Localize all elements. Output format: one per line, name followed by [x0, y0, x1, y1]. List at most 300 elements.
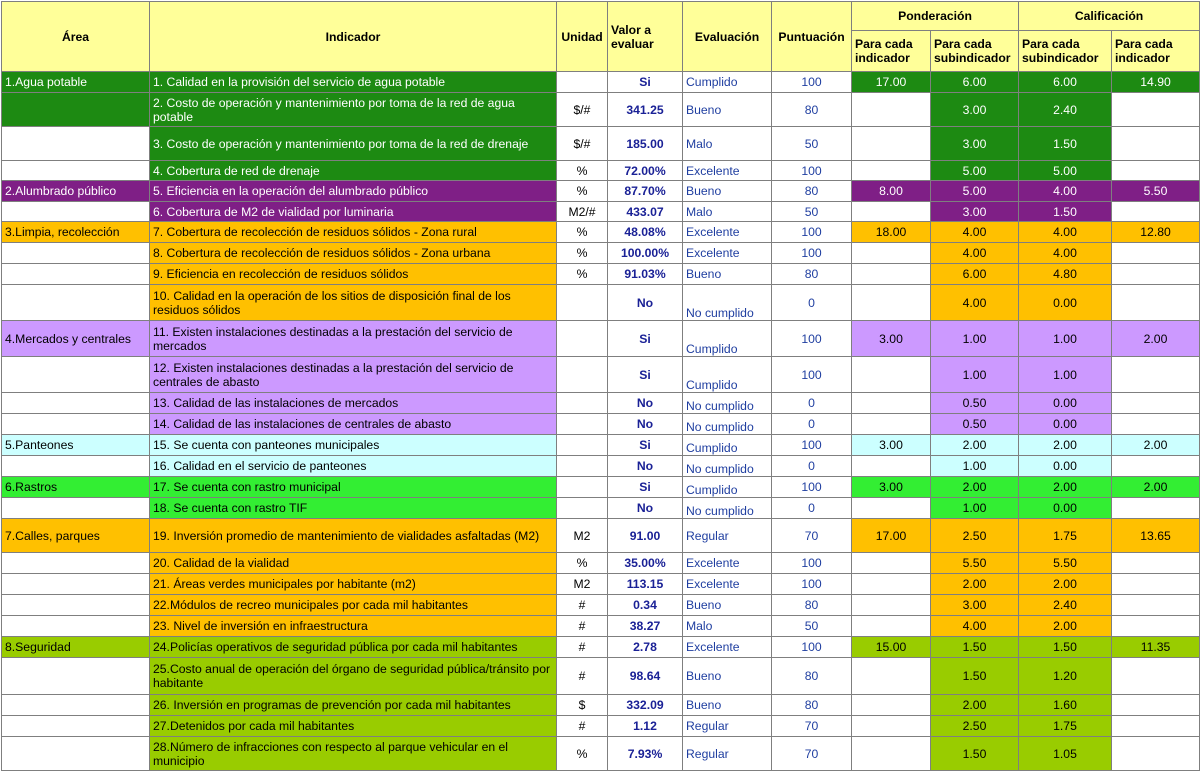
- score-cell: 80: [772, 595, 852, 616]
- unit-cell: [557, 456, 608, 477]
- area-cell: [2, 658, 150, 695]
- evaluation-cell: Bueno: [683, 264, 772, 285]
- grade-subindicator-cell: 1.00: [1019, 357, 1112, 393]
- weight-subindicator-cell: 6.00: [931, 72, 1019, 93]
- area-cell: 7.Calles, parques: [2, 519, 150, 553]
- table-row: [2, 716, 1200, 737]
- grade-subindicator-cell: 0.00: [1019, 414, 1112, 435]
- area-cell: 2.Alumbrado público: [2, 181, 150, 202]
- weight-subindicator-cell: 4.00: [931, 616, 1019, 637]
- grade-subindicator-cell: 4.00: [1019, 243, 1112, 264]
- header-area: Área: [2, 2, 150, 72]
- unit-cell: #: [557, 716, 608, 737]
- grade-subindicator-cell: 1.00: [1019, 321, 1112, 357]
- grade-subindicator-cell: 5.50: [1019, 553, 1112, 574]
- grade-indicator-cell: [1112, 161, 1200, 181]
- value-cell: 332.09: [608, 695, 683, 716]
- grade-indicator-cell: [1112, 285, 1200, 321]
- weight-subindicator-cell: 1.00: [931, 321, 1019, 357]
- value-cell: 48.08%: [608, 222, 683, 243]
- evaluation-cell: Malo: [683, 127, 772, 161]
- grade-indicator-cell: [1112, 595, 1200, 616]
- value-cell: 7.93%: [608, 737, 683, 771]
- table-row: [2, 456, 1200, 477]
- unit-cell: [557, 321, 608, 357]
- weight-subindicator-cell: 2.00: [931, 435, 1019, 456]
- weight-indicator-cell: [852, 737, 931, 771]
- evaluation-cell: Malo: [683, 616, 772, 637]
- value-cell: 185.00: [608, 127, 683, 161]
- indicator-cell: 4. Cobertura de red de drenaje: [150, 161, 557, 181]
- table-row: [2, 127, 1200, 161]
- unit-cell: M2: [557, 519, 608, 553]
- unit-cell: %: [557, 737, 608, 771]
- area-cell: 1.Agua potable: [2, 72, 150, 93]
- unit-cell: %: [557, 181, 608, 202]
- evaluation-cell: Cumplido: [683, 435, 772, 456]
- area-cell: 8.Seguridad: [2, 637, 150, 658]
- grade-subindicator-cell: 5.00: [1019, 161, 1112, 181]
- grade-subindicator-cell: 2.00: [1019, 435, 1112, 456]
- score-cell: 0: [772, 498, 852, 519]
- grade-subindicator-cell: 1.50: [1019, 637, 1112, 658]
- score-cell: 100: [772, 435, 852, 456]
- weight-indicator-cell: [852, 595, 931, 616]
- grade-indicator-cell: [1112, 616, 1200, 637]
- evaluation-cell: Bueno: [683, 658, 772, 695]
- value-cell: 72.00%: [608, 161, 683, 181]
- area-cell: 4.Mercados y centrales: [2, 321, 150, 357]
- weight-subindicator-cell: 1.50: [931, 658, 1019, 695]
- unit-cell: %: [557, 553, 608, 574]
- header-evaluacion: Evaluación: [683, 2, 772, 72]
- score-cell: 0: [772, 456, 852, 477]
- indicator-cell: 19. Inversión promedio de mantenimiento de vialidades asfaltadas (M2): [150, 519, 557, 553]
- grade-subindicator-cell: 0.00: [1019, 393, 1112, 414]
- area-cell: [2, 553, 150, 574]
- weight-indicator-cell: [852, 695, 931, 716]
- weight-indicator-cell: [852, 393, 931, 414]
- area-cell: [2, 264, 150, 285]
- value-cell: No: [608, 285, 683, 321]
- table-row: [2, 637, 1200, 658]
- score-cell: 70: [772, 737, 852, 771]
- area-cell: [2, 202, 150, 222]
- unit-cell: %: [557, 222, 608, 243]
- indicator-cell: 20. Calidad de la vialidad: [150, 553, 557, 574]
- weight-indicator-cell: 17.00: [852, 519, 931, 553]
- weight-subindicator-cell: 5.50: [931, 553, 1019, 574]
- weight-subindicator-cell: 1.00: [931, 456, 1019, 477]
- weight-subindicator-cell: 0.50: [931, 393, 1019, 414]
- value-cell: 91.00: [608, 519, 683, 553]
- grade-indicator-cell: [1112, 695, 1200, 716]
- unit-cell: %: [557, 161, 608, 181]
- header-ponderacion: Ponderación: [852, 2, 1019, 31]
- header-indicador: Indicador: [150, 2, 557, 72]
- weight-subindicator-cell: 2.50: [931, 716, 1019, 737]
- area-cell: [2, 243, 150, 264]
- weight-indicator-cell: [852, 553, 931, 574]
- weight-subindicator-cell: 1.50: [931, 637, 1019, 658]
- weight-subindicator-cell: 4.00: [931, 243, 1019, 264]
- area-cell: [2, 574, 150, 595]
- grade-subindicator-cell: 4.00: [1019, 222, 1112, 243]
- table-row: [2, 264, 1200, 285]
- grade-subindicator-cell: 2.40: [1019, 93, 1112, 127]
- grade-subindicator-cell: 4.80: [1019, 264, 1112, 285]
- grade-subindicator-cell: 1.20: [1019, 658, 1112, 695]
- unit-cell: [557, 435, 608, 456]
- indicator-cell: 3. Costo de operación y mantenimiento por toma de la red de drenaje: [150, 127, 557, 161]
- indicator-cell: 11. Existen instalaciones destinadas a la prestación del servicio de mercados: [150, 321, 557, 357]
- grade-subindicator-cell: 1.05: [1019, 737, 1112, 771]
- value-cell: 0.34: [608, 595, 683, 616]
- score-cell: 100: [772, 553, 852, 574]
- value-cell: 433.07: [608, 202, 683, 222]
- table-row: [2, 285, 1200, 321]
- unit-cell: #: [557, 595, 608, 616]
- evaluation-cell: Excelente: [683, 553, 772, 574]
- area-cell: [2, 285, 150, 321]
- area-cell: 3.Limpia, recolección: [2, 222, 150, 243]
- grade-subindicator-cell: 0.00: [1019, 456, 1112, 477]
- grade-subindicator-cell: 1.50: [1019, 127, 1112, 161]
- grade-indicator-cell: 11.35: [1112, 637, 1200, 658]
- weight-indicator-cell: [852, 243, 931, 264]
- indicator-cell: 24.Policías operativos de seguridad pública por cada mil habitantes: [150, 637, 557, 658]
- value-cell: Si: [608, 477, 683, 498]
- table-row: [2, 553, 1200, 574]
- indicator-cell: 21. Áreas verdes municipales por habitante (m2): [150, 574, 557, 595]
- indicator-cell: 8. Cobertura de recolección de residuos sólidos - Zona urbana: [150, 243, 557, 264]
- area-cell: [2, 93, 150, 127]
- score-cell: 100: [772, 357, 852, 393]
- weight-indicator-cell: [852, 574, 931, 595]
- unit-cell: M2: [557, 574, 608, 595]
- value-cell: 100.00%: [608, 243, 683, 264]
- grade-indicator-cell: 2.00: [1112, 477, 1200, 498]
- score-cell: 50: [772, 127, 852, 161]
- header-calificacion: Calificación: [1019, 2, 1200, 31]
- unit-cell: $: [557, 695, 608, 716]
- table-row: [2, 93, 1200, 127]
- weight-subindicator-cell: 1.50: [931, 737, 1019, 771]
- indicator-cell: 1. Calidad en la provisión del servicio de agua potable: [150, 72, 557, 93]
- grade-indicator-cell: [1112, 553, 1200, 574]
- evaluation-cell: Excelente: [683, 161, 772, 181]
- grade-indicator-cell: 14.90: [1112, 72, 1200, 93]
- area-cell: [2, 616, 150, 637]
- indicator-cell: 26. Inversión en programas de prevención por cada mil habitantes: [150, 695, 557, 716]
- unit-cell: [557, 498, 608, 519]
- grade-subindicator-cell: 2.00: [1019, 616, 1112, 637]
- value-cell: 91.03%: [608, 264, 683, 285]
- value-cell: Si: [608, 357, 683, 393]
- table-row: [2, 695, 1200, 716]
- grade-indicator-cell: [1112, 127, 1200, 161]
- weight-indicator-cell: 17.00: [852, 72, 931, 93]
- indicator-cell: 6. Cobertura de M2 de vialidad por luminaria: [150, 202, 557, 222]
- grade-indicator-cell: [1112, 243, 1200, 264]
- weight-subindicator-cell: 4.00: [931, 285, 1019, 321]
- table-row: [2, 202, 1200, 222]
- score-cell: 80: [772, 93, 852, 127]
- indicator-cell: 23. Nivel de inversión en infraestructura: [150, 616, 557, 637]
- weight-indicator-cell: 3.00: [852, 477, 931, 498]
- unit-cell: $/#: [557, 93, 608, 127]
- grade-indicator-cell: [1112, 393, 1200, 414]
- weight-indicator-cell: [852, 414, 931, 435]
- unit-cell: [557, 414, 608, 435]
- value-cell: Si: [608, 435, 683, 456]
- area-cell: [2, 595, 150, 616]
- score-cell: 100: [772, 574, 852, 595]
- indicator-cell: 5. Eficiencia en la operación del alumbrado público: [150, 181, 557, 202]
- indicator-cell: 14. Calidad de las instalaciones de centrales de abasto: [150, 414, 557, 435]
- table-row: [2, 737, 1200, 771]
- weight-indicator-cell: 3.00: [852, 435, 931, 456]
- weight-subindicator-cell: 6.00: [931, 264, 1019, 285]
- value-cell: No: [608, 498, 683, 519]
- indicator-cell: 18. Se cuenta con rastro TIF: [150, 498, 557, 519]
- unit-cell: $/#: [557, 127, 608, 161]
- value-cell: 113.15: [608, 574, 683, 595]
- area-cell: [2, 716, 150, 737]
- score-cell: 100: [772, 477, 852, 498]
- grade-subindicator-cell: 2.40: [1019, 595, 1112, 616]
- evaluation-cell: Regular: [683, 716, 772, 737]
- score-cell: 100: [772, 321, 852, 357]
- indicator-cell: 22.Módulos de recreo municipales por cada mil habitantes: [150, 595, 557, 616]
- evaluation-cell: Bueno: [683, 595, 772, 616]
- evaluation-cell: Bueno: [683, 181, 772, 202]
- header-pond-indicador: Para cada indicador: [852, 31, 931, 72]
- evaluation-cell: Cumplido: [683, 357, 772, 393]
- value-cell: No: [608, 414, 683, 435]
- score-cell: 0: [772, 285, 852, 321]
- evaluation-cell: No cumplido: [683, 498, 772, 519]
- weight-indicator-cell: [852, 93, 931, 127]
- grade-indicator-cell: 5.50: [1112, 181, 1200, 202]
- area-cell: [2, 393, 150, 414]
- evaluation-cell: No cumplido: [683, 456, 772, 477]
- grade-indicator-cell: [1112, 414, 1200, 435]
- area-cell: [2, 498, 150, 519]
- weight-subindicator-cell: 2.00: [931, 695, 1019, 716]
- evaluation-cell: Regular: [683, 519, 772, 553]
- unit-cell: %: [557, 264, 608, 285]
- weight-subindicator-cell: 5.00: [931, 181, 1019, 202]
- indicator-cell: 12. Existen instalaciones destinadas a la prestación del servicio de centrales de abasto: [150, 357, 557, 393]
- weight-indicator-cell: [852, 616, 931, 637]
- evaluation-cell: No cumplido: [683, 393, 772, 414]
- grade-indicator-cell: 13.65: [1112, 519, 1200, 553]
- area-cell: [2, 695, 150, 716]
- unit-cell: [557, 285, 608, 321]
- score-cell: 100: [772, 222, 852, 243]
- evaluation-cell: Cumplido: [683, 477, 772, 498]
- indicator-cell: 10. Calidad en la operación de los sitios de disposición final de los residuos sólidos: [150, 285, 557, 321]
- table-row: [2, 243, 1200, 264]
- evaluation-cell: Bueno: [683, 93, 772, 127]
- table-row: [2, 72, 1200, 93]
- area-cell: 5.Panteones: [2, 435, 150, 456]
- table-row: [2, 477, 1200, 498]
- indicator-cell: 28.Número de infracciones con respecto al parque vehicular en el municipio: [150, 737, 557, 771]
- indicator-cell: 27.Detenidos por cada mil habitantes: [150, 716, 557, 737]
- score-cell: 80: [772, 695, 852, 716]
- weight-indicator-cell: [852, 285, 931, 321]
- evaluation-cell: Excelente: [683, 243, 772, 264]
- weight-indicator-cell: [852, 498, 931, 519]
- value-cell: 38.27: [608, 616, 683, 637]
- score-cell: 100: [772, 72, 852, 93]
- weight-indicator-cell: [852, 658, 931, 695]
- grade-subindicator-cell: 1.50: [1019, 202, 1112, 222]
- table-row: [2, 357, 1200, 393]
- value-cell: No: [608, 456, 683, 477]
- unit-cell: [557, 72, 608, 93]
- table-row: [2, 181, 1200, 202]
- area-cell: [2, 127, 150, 161]
- grade-indicator-cell: [1112, 737, 1200, 771]
- unit-cell: [557, 393, 608, 414]
- grade-subindicator-cell: 2.00: [1019, 574, 1112, 595]
- area-cell: [2, 414, 150, 435]
- table-row: [2, 321, 1200, 357]
- unit-cell: [557, 357, 608, 393]
- grade-indicator-cell: [1112, 658, 1200, 695]
- score-cell: 0: [772, 393, 852, 414]
- grade-indicator-cell: 2.00: [1112, 435, 1200, 456]
- grade-indicator-cell: [1112, 574, 1200, 595]
- indicator-cell: 16. Calidad en el servicio de panteones: [150, 456, 557, 477]
- grade-subindicator-cell: 0.00: [1019, 285, 1112, 321]
- indicator-cell: 2. Costo de operación y mantenimiento por toma de la red de agua potable: [150, 93, 557, 127]
- weight-indicator-cell: [852, 127, 931, 161]
- score-cell: 70: [772, 519, 852, 553]
- score-cell: 80: [772, 658, 852, 695]
- weight-subindicator-cell: 2.00: [931, 574, 1019, 595]
- unit-cell: %: [557, 243, 608, 264]
- table-row: [2, 658, 1200, 695]
- table-row: [2, 574, 1200, 595]
- value-cell: 87.70%: [608, 181, 683, 202]
- weight-subindicator-cell: 2.50: [931, 519, 1019, 553]
- indicator-cell: 7. Cobertura de recolección de residuos sólidos - Zona rural: [150, 222, 557, 243]
- weight-subindicator-cell: 3.00: [931, 93, 1019, 127]
- value-cell: 35.00%: [608, 553, 683, 574]
- value-cell: 98.64: [608, 658, 683, 695]
- weight-indicator-cell: [852, 264, 931, 285]
- evaluation-cell: Excelente: [683, 222, 772, 243]
- evaluation-cell: Cumplido: [683, 321, 772, 357]
- table-row: [2, 519, 1200, 553]
- unit-cell: [557, 477, 608, 498]
- unit-cell: #: [557, 658, 608, 695]
- grade-indicator-cell: [1112, 357, 1200, 393]
- weight-subindicator-cell: 1.00: [931, 357, 1019, 393]
- header-cal-subindicador: Para cada subindicador: [1019, 31, 1112, 72]
- grade-subindicator-cell: 6.00: [1019, 72, 1112, 93]
- weight-indicator-cell: [852, 716, 931, 737]
- area-cell: 6.Rastros: [2, 477, 150, 498]
- indicator-cell: 9. Eficiencia en recolección de residuos sólidos: [150, 264, 557, 285]
- table-row: [2, 595, 1200, 616]
- score-cell: 70: [772, 716, 852, 737]
- weight-indicator-cell: 15.00: [852, 637, 931, 658]
- weight-indicator-cell: [852, 357, 931, 393]
- header-valor: Valor a evaluar: [608, 2, 683, 72]
- weight-indicator-cell: [852, 202, 931, 222]
- evaluation-cell: Excelente: [683, 574, 772, 595]
- area-cell: [2, 357, 150, 393]
- table-row: [2, 414, 1200, 435]
- header-unidad: Unidad: [557, 2, 608, 72]
- evaluation-cell: No cumplido: [683, 414, 772, 435]
- weight-indicator-cell: 3.00: [852, 321, 931, 357]
- value-cell: No: [608, 393, 683, 414]
- grade-indicator-cell: [1112, 264, 1200, 285]
- unit-cell: #: [557, 616, 608, 637]
- score-cell: 100: [772, 243, 852, 264]
- area-cell: [2, 456, 150, 477]
- grade-indicator-cell: [1112, 456, 1200, 477]
- weight-subindicator-cell: 3.00: [931, 127, 1019, 161]
- grade-subindicator-cell: 1.60: [1019, 695, 1112, 716]
- evaluation-cell: Cumplido: [683, 72, 772, 93]
- grade-subindicator-cell: 0.00: [1019, 498, 1112, 519]
- header-cal-indicador: Para cada indicador: [1112, 31, 1200, 72]
- value-cell: 341.25: [608, 93, 683, 127]
- evaluation-cell: Malo: [683, 202, 772, 222]
- indicator-cell: 13. Calidad de las instalaciones de mercados: [150, 393, 557, 414]
- grade-subindicator-cell: 1.75: [1019, 519, 1112, 553]
- weight-subindicator-cell: 3.00: [931, 202, 1019, 222]
- grade-indicator-cell: [1112, 716, 1200, 737]
- grade-indicator-cell: [1112, 202, 1200, 222]
- score-cell: 0: [772, 414, 852, 435]
- weight-subindicator-cell: 3.00: [931, 595, 1019, 616]
- weight-subindicator-cell: 5.00: [931, 161, 1019, 181]
- weight-subindicator-cell: 1.00: [931, 498, 1019, 519]
- weight-indicator-cell: 8.00: [852, 181, 931, 202]
- area-cell: [2, 161, 150, 181]
- value-cell: Si: [608, 72, 683, 93]
- score-cell: 100: [772, 637, 852, 658]
- grade-indicator-cell: [1112, 93, 1200, 127]
- weight-indicator-cell: 18.00: [852, 222, 931, 243]
- unit-cell: M2/#: [557, 202, 608, 222]
- value-cell: Si: [608, 321, 683, 357]
- table-row: [2, 616, 1200, 637]
- weight-subindicator-cell: 2.00: [931, 477, 1019, 498]
- score-cell: 80: [772, 264, 852, 285]
- table-row: [2, 161, 1200, 181]
- indicator-cell: 25.Costo anual de operación del órgano de seguridad pública/tránsito por habitante: [150, 658, 557, 695]
- table-row: [2, 222, 1200, 243]
- table-row: [2, 393, 1200, 414]
- weight-indicator-cell: [852, 161, 931, 181]
- score-cell: 80: [772, 181, 852, 202]
- header-pond-subindicador: Para cada subindicador: [931, 31, 1019, 72]
- area-cell: [2, 737, 150, 771]
- grade-subindicator-cell: 4.00: [1019, 181, 1112, 202]
- score-cell: 100: [772, 161, 852, 181]
- header-puntuacion: Puntuación: [772, 2, 852, 72]
- grade-subindicator-cell: 2.00: [1019, 477, 1112, 498]
